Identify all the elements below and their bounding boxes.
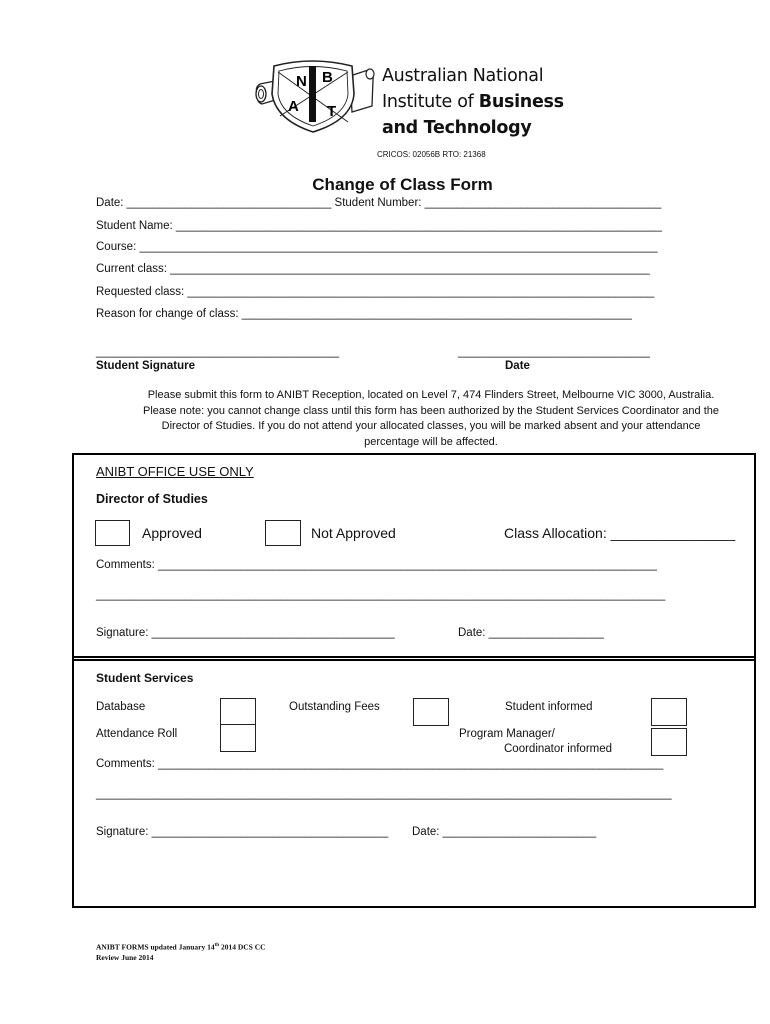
institute-name-line2 <box>382 89 564 115</box>
services-signature-field[interactable]: Signature: _____________________________________ <box>96 826 392 838</box>
emblem-letter-t: T <box>327 103 337 120</box>
notice-line4: percentage will be affected. <box>364 435 498 448</box>
course-field[interactable]: Course: _________________________________________________________________________________ <box>96 241 658 253</box>
date-student-number-field[interactable]: Date: ________________________________ Student Number: _____________________________________ <box>96 197 662 209</box>
class-allocation-field[interactable]: Class Allocation: ________________ <box>504 525 736 541</box>
student-services-heading: Student Services <box>96 671 194 685</box>
director-signature-field[interactable]: Signature: ______________________________________ <box>96 627 395 639</box>
anibt-logo <box>252 54 377 134</box>
current-class-field[interactable]: Current class: ___________________________________________________________________________ <box>96 263 650 275</box>
student-signature-line[interactable]: ______________________________________ <box>96 346 340 358</box>
program-manager-label: Program Manager/ <box>459 728 555 740</box>
attendance-roll-label: Attendance Roll <box>96 728 178 740</box>
institute-name-line2-bold: Business <box>478 92 564 112</box>
emblem-letter-n: N <box>296 73 307 90</box>
footer-line1-end: 2014 DCS CC <box>219 942 266 952</box>
services-comments-line2[interactable]: __________________________________________________________________________________________ <box>96 788 672 800</box>
database-label: Database <box>96 701 146 713</box>
director-comments-line2[interactable]: _________________________________________________________________________________________ <box>96 589 666 601</box>
notice <box>96 388 766 450</box>
office-use-heading: ANIBT OFFICE USE ONLY <box>96 464 254 479</box>
shield-icon <box>272 61 354 132</box>
director-comments-field[interactable]: Comments: ______________________________________________________________________________ <box>96 559 657 571</box>
director-date-field[interactable]: Date: __________________ <box>458 627 604 639</box>
footer-line1 <box>96 941 266 953</box>
services-comments-field[interactable]: Comments: _______________________________________________________________________________ <box>96 758 664 770</box>
cricos-rto: CRICOS: 02056B RTO: 21368 <box>377 150 486 159</box>
footer-line1-sup: th <box>214 943 220 948</box>
emblem-letter-a: A <box>288 98 299 115</box>
outstanding-fees-label: Outstanding Fees <box>289 701 380 713</box>
approved-checkbox[interactable] <box>95 520 130 546</box>
student-informed-checkbox[interactable] <box>651 698 687 726</box>
attendance-roll-checkbox[interactable] <box>220 724 256 752</box>
signature-date-label: Date <box>505 360 530 372</box>
signature-date-line[interactable]: ______________________________ <box>458 346 650 358</box>
institute-name-line3 <box>382 115 531 141</box>
student-signature-label: Student Signature <box>96 360 196 372</box>
student-services-box <box>72 656 756 908</box>
notice-line1: Please submit this form to ANIBT Reception, located on Level 7, 474 Flinders Street, Melbourne VIC 3000, Australia. <box>147 389 715 401</box>
database-checkbox[interactable] <box>220 698 256 726</box>
footer <box>96 941 266 963</box>
outstanding-fees-checkbox[interactable] <box>413 698 449 726</box>
student-informed-label: Student informed <box>505 701 593 713</box>
notice-line2: Please note: you cannot change class until this form has been authorized by the Student Services Coordinator and the <box>142 404 720 417</box>
not-approved-checkbox[interactable] <box>265 520 301 546</box>
coordinator-informed-checkbox[interactable] <box>651 728 687 756</box>
form-title: Change of Class Form <box>312 175 493 194</box>
institute-name-line1: Australian National <box>382 66 544 86</box>
institute-name-line3-bold: and Technology <box>382 118 532 138</box>
student-name-field[interactable]: Student Name: ____________________________________________________________________________ <box>96 220 662 232</box>
services-date-field[interactable]: Date: ________________________ <box>412 826 597 838</box>
not-approved-label: Not Approved <box>311 525 396 541</box>
reason-field[interactable]: Reason for change of class: _____________________________________________________________ <box>96 308 632 320</box>
notice-line3: Director of Studies. If you do not attend your allocated classes, you will be marked absent and your attendance <box>161 420 701 432</box>
footer-line1-text: ANIBT FORMS updated January 14 <box>96 942 215 952</box>
coordinator-informed-label: Coordinator informed <box>504 743 613 755</box>
director-of-studies-heading: Director of Studies <box>96 492 208 506</box>
footer-line2: Review June 2014 <box>96 952 154 962</box>
requested-class-field[interactable]: Requested class: _________________________________________________________________________ <box>96 286 655 298</box>
institute-name-line2-plain: Institute of <box>382 92 479 112</box>
emblem-letter-b: B <box>322 69 333 86</box>
approved-label: Approved <box>142 525 202 541</box>
